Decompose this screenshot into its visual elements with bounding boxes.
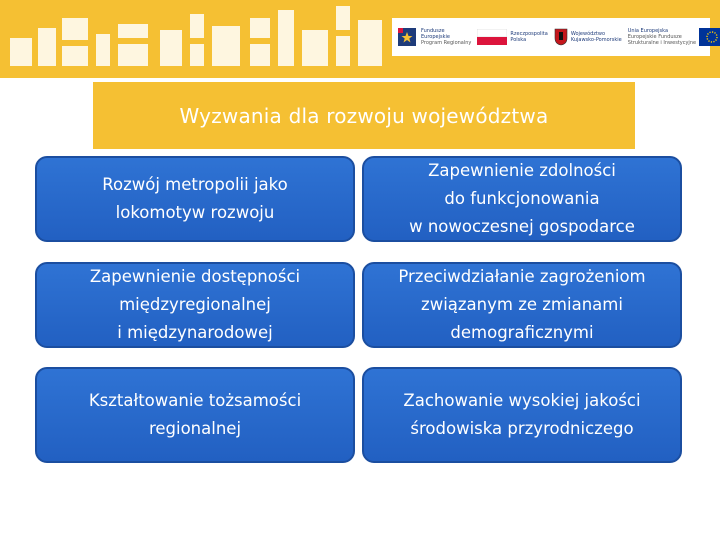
fundusze-europejskie-logo: Fundusze Europejskie Program Regionalny — [398, 23, 471, 51]
coat-of-arms-icon — [554, 28, 568, 46]
challenge-card-5 — [35, 367, 355, 463]
decorative-block — [62, 18, 88, 40]
decorative-block — [250, 44, 270, 66]
challenge-card-6 — [362, 367, 682, 463]
decorative-block — [10, 38, 32, 66]
page-title: Wyzwania dla rozwoju województwa — [179, 103, 549, 128]
challenge-text: Zachowanie wysokiej jakości środowiska przyrodniczego — [403, 391, 641, 438]
decorative-block — [336, 36, 350, 66]
decorative-block — [250, 18, 270, 38]
decorative-block — [118, 44, 148, 66]
decorative-block — [62, 46, 88, 66]
decorative-block — [190, 44, 204, 66]
challenge-card-3 — [35, 262, 355, 348]
decorative-block — [118, 24, 148, 38]
decorative-block — [190, 14, 204, 38]
decorative-block — [38, 28, 56, 66]
rzeczpospolita-logo: Rzeczpospolita Polska — [477, 23, 547, 51]
decorative-block — [358, 20, 382, 66]
fe-star-icon — [398, 26, 418, 48]
polish-flag-icon — [477, 29, 507, 45]
challenge-card-1 — [35, 156, 355, 242]
challenge-text: Zapewnienie zdolności do funkcjonowania w nowoczesnej gospodarce — [409, 161, 635, 236]
decorative-block — [302, 30, 328, 66]
challenge-text: Rozwój metropolii jako lokomotyw rozwoju — [102, 175, 288, 222]
decorative-block — [96, 34, 110, 66]
decorative-block — [278, 10, 294, 66]
unia-europejska-logo: Unia Europejska Europejskie Fundusze Strukturalne i Inwestycyjne — [628, 23, 720, 51]
challenge-card-4 — [362, 262, 682, 348]
logo-strip — [392, 18, 710, 56]
decorative-block — [160, 30, 182, 66]
eu-flag-icon — [699, 28, 720, 46]
challenge-text: Zapewnienie dostępności międzyregionalnej i międzynarodowej — [89, 267, 301, 342]
wojewodztwo-logo: Województwo Kujawsko-Pomorskie — [554, 23, 622, 51]
decorative-block — [212, 26, 240, 66]
challenge-text: Przeciwdziałanie zagrożeniom związanym ze zmianami demograficznymi — [398, 267, 646, 342]
challenge-text: Kształtowanie tożsamości regionalnej — [88, 391, 302, 438]
challenge-card-2 — [362, 156, 682, 242]
title-banner — [93, 82, 635, 149]
decorative-block — [336, 6, 350, 30]
